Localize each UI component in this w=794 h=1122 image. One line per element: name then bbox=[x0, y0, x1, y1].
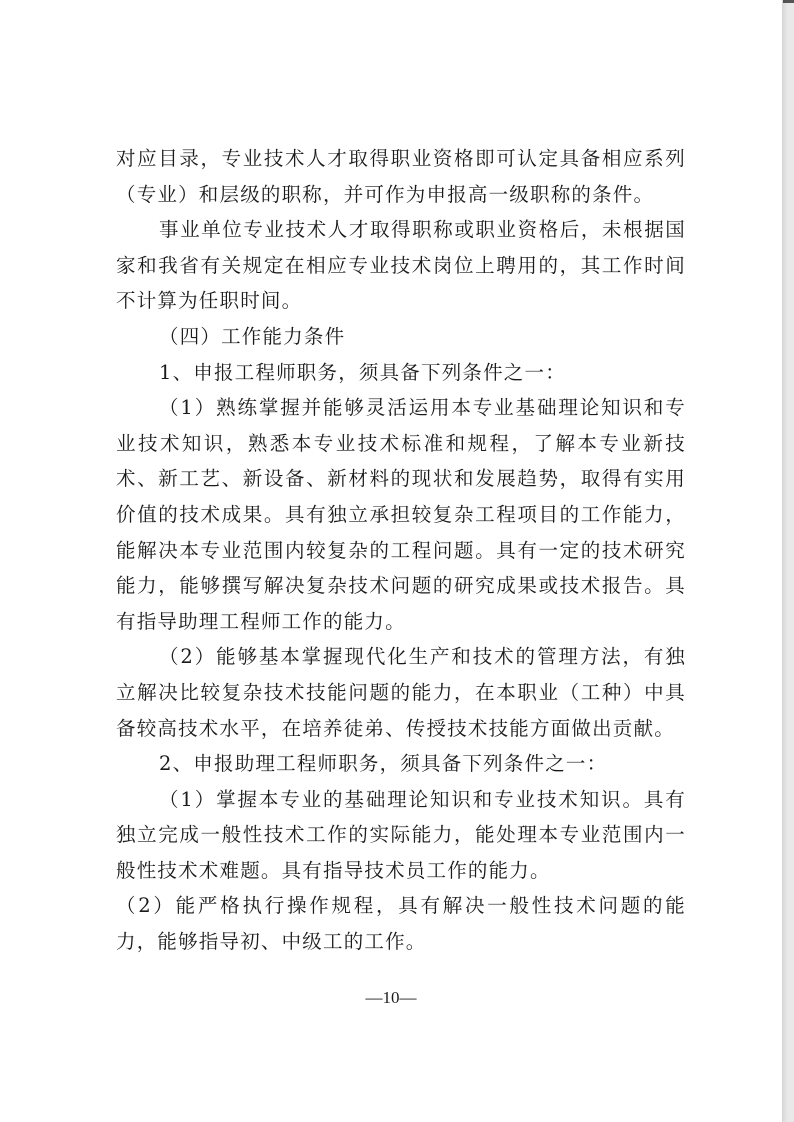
page-number: —10— bbox=[365, 988, 417, 1007]
paragraph-appointment-note: 事业单位专业技术人才取得职称或职业资格后，未根据国家和我省有关规定在相应专业技术岗位上聘用的，其工作时间不计算为任职时间。 bbox=[116, 218, 686, 313]
paragraph-assistant-condition-2: （2）能严格执行操作规程，具有解决一般性技术问题的能力，能够指导初、中级工的工作。 bbox=[116, 894, 686, 954]
paragraph-engineer-condition-1: （1）熟练掌握并能够灵活运用本专业基础理论知识和专业技术知识，熟悉本专业技术标准和规程，了解本专业新技术、新工艺、新设备、新材料的现状和发展趋势，取得有实用价值的技术成果。具有独立承担较复杂工程项目的工作能力，能解决本专业范围内较复杂的工程问题。具有一定的技术研究能力，能够撰写解决复杂技术问题的研究成果或技术报告。具有指导助理工程师工作的能力。 bbox=[116, 396, 686, 633]
paragraph-assistant-condition-1: （1）掌握本专业的基础理论知识和专业技术知识。具有独立完成一般性技术工作的实际能力，能处理本专业范围内一般性技术术难题。具有指导技术员工作的能力。 bbox=[116, 787, 686, 882]
paragraph-engineer-condition-2: （2）能够基本掌握现代化生产和技术的管理方法，有独立解决比较复杂技术技能问题的能力，在本职业（工种）中具备较高技术水平，在培养徒弟、传授技术技能方面做出贡献。 bbox=[116, 645, 686, 740]
section-heading-work-ability: （四）工作能力条件 bbox=[159, 324, 346, 348]
paragraph-continuation: 对应目录，专业技术人才取得职业资格即可认定具备相应系列（专业）和层级的职称，并可作为申报高一级职称的条件。 bbox=[116, 147, 686, 206]
paragraph-engineer-conditions: 1、申报工程师职务，须具备下列条件之一： bbox=[159, 360, 566, 384]
paragraph-assistant-engineer-conditions: 2、申报助理工程师职务，须具备下列条件之一： bbox=[159, 752, 608, 776]
document-body bbox=[116, 141, 686, 960]
